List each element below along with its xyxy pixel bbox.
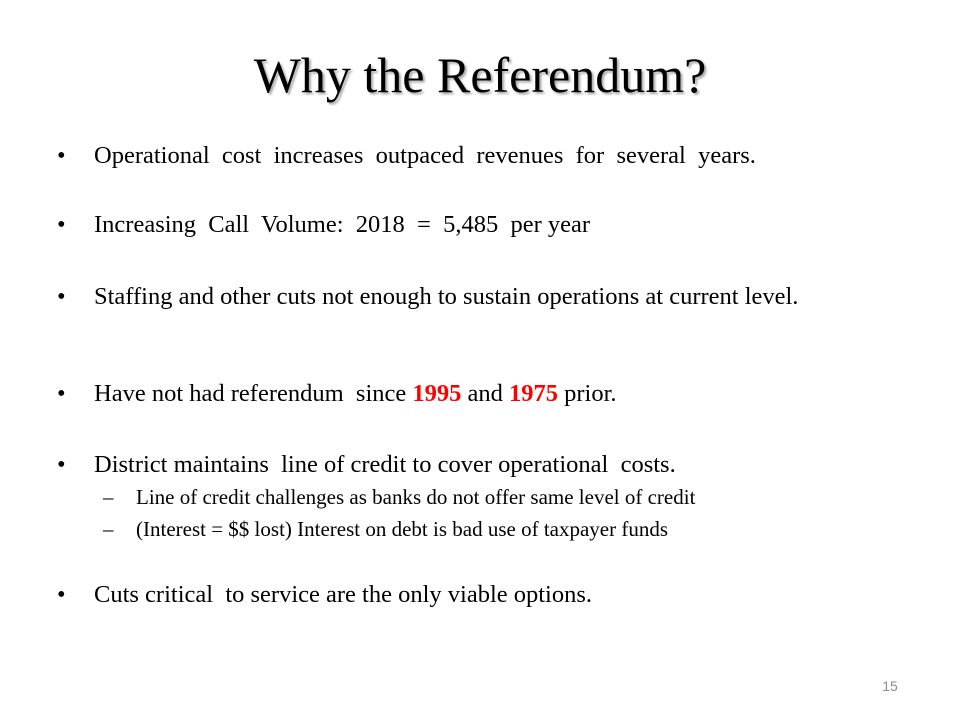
year-highlight-1995: 1995 xyxy=(412,380,462,407)
bullet-marker: • xyxy=(57,380,66,407)
bullet-item xyxy=(57,380,872,407)
bullet-text-prefix: Have not had referendum since xyxy=(94,380,413,407)
sub-bullet-text: (Interest = $$ lost) Interest on debt is bad use of taxpayer funds xyxy=(136,517,669,541)
sub-bullet-marker: – xyxy=(103,517,114,541)
bullet-item xyxy=(57,451,872,478)
bullet-text xyxy=(94,380,872,407)
bullet-marker: • xyxy=(57,211,66,238)
bullet-item xyxy=(57,211,872,238)
year-highlight-1975: 1975 xyxy=(509,380,558,407)
bullet-marker: • xyxy=(57,283,66,310)
page-number: 15 xyxy=(882,678,898,694)
bullet-text-middle: and xyxy=(461,380,509,407)
bullet-text: Cuts critical to service are the only viable options. xyxy=(94,581,593,608)
slide-title: Why the Referendum? xyxy=(253,47,707,103)
bullet-text-suffix: prior. xyxy=(558,380,617,407)
bullet-text: District maintains line of credit to cover operational costs. xyxy=(94,451,676,478)
bullet-marker: • xyxy=(57,451,66,478)
bullet-item xyxy=(57,581,872,608)
bullet-text: Increasing Call Volume: 2018 = 5,485 per year xyxy=(94,211,591,238)
bullet-marker: • xyxy=(57,581,66,608)
bullet-item xyxy=(57,142,872,169)
sub-bullet-text: Line of credit challenges as banks do not offer same level of credit xyxy=(136,485,696,509)
sub-bullet-item xyxy=(103,517,873,542)
bullet-text: Staffing and other cuts not enough to sustain operations at current level. xyxy=(94,283,799,310)
bullet-text: Operational cost increases outpaced revenues for several years. xyxy=(94,142,756,169)
sub-bullet-item xyxy=(103,485,873,510)
sub-bullet-marker: – xyxy=(103,485,114,509)
bullet-item xyxy=(57,283,872,310)
bullet-marker: • xyxy=(57,142,66,169)
